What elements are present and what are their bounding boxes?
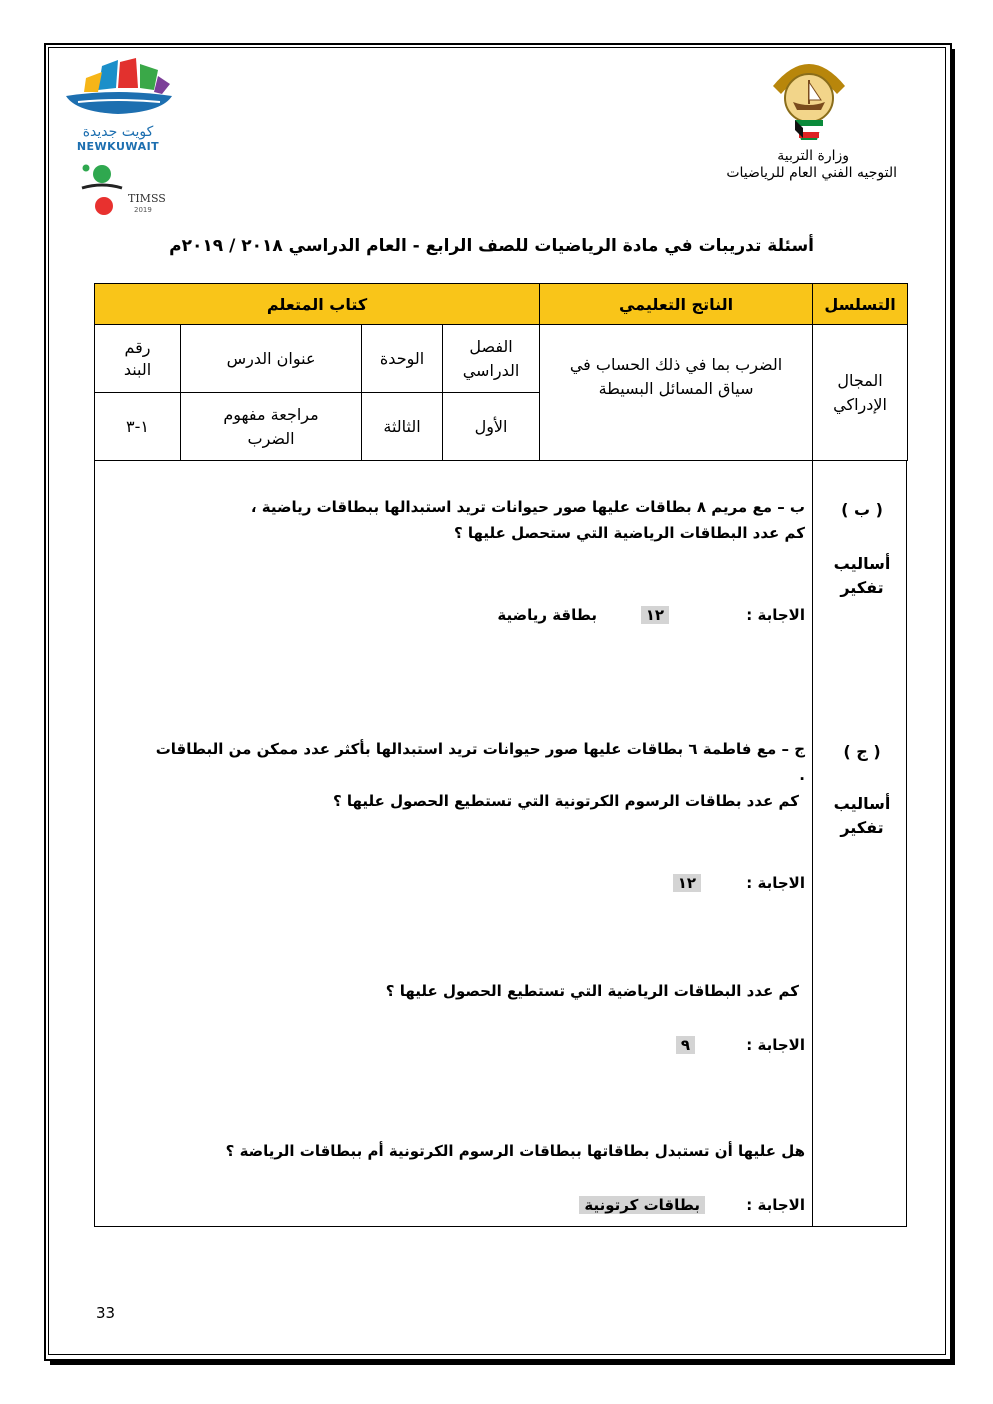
new-kuwait-ship-icon — [62, 58, 174, 120]
question-b-text-line1: ب – مع مريم ٨ بطاقات عليها صور حيوانات تريد استبدالها ببطاقات رياضية ، — [250, 498, 805, 516]
question-b-answer-value: ١٢ — [641, 604, 669, 626]
subheader-item: رقم البند — [95, 325, 181, 393]
kuwait-emblem — [767, 56, 851, 144]
question-c-text-line4: هل عليها أن تستبدل بطاقاتها ببطاقات الرسوم الكرتونية أم ببطاقات الرياضة ؟ — [225, 1142, 805, 1160]
new-kuwait-english-text: NEWKUWAIT — [76, 140, 160, 153]
subheader-semester: الفصل الدراسي — [443, 325, 540, 393]
ministry-name: وزارة التربية — [777, 148, 849, 164]
question-c-answer1-label: الاجابة : — [746, 874, 805, 892]
question-c-label: ( ج ) — [843, 742, 881, 761]
department-name: التوجيه الفني العام للرياضيات — [726, 165, 897, 181]
question-b-type: أساليب تفكير — [833, 554, 891, 597]
timss-figure-icon — [78, 160, 126, 218]
question-c-answer1-value: ١٢ — [673, 872, 701, 894]
question-b-answer-label: الاجابة : — [746, 606, 805, 624]
cell-outcome: الضرب بما في ذلك الحساب في سياق المسائل البسيطة — [540, 325, 813, 461]
question-b-label: ( ب ) — [841, 500, 883, 519]
cell-semester: الأول — [443, 393, 540, 461]
cell-lesson: مراجعة مفهوم الضرب — [181, 393, 362, 461]
cell-unit: الثالثة — [362, 393, 443, 461]
question-c-answer3-value: بطاقات كرتونية — [579, 1194, 705, 1216]
question-c-answer2-value: ٩ — [676, 1034, 695, 1056]
timss-year: 2019 — [134, 206, 152, 214]
page-title: أسئلة تدريبات في مادة الرياضيات للصف الرابع - العام الدراسي ٢٠١٨ / ٢٠١٩م — [169, 236, 814, 256]
question-c-answer2-label: الاجابة : — [746, 1036, 805, 1054]
question-c-text-line3: كم عدد البطاقات الرياضية التي تستطيع الحصول عليها ؟ — [385, 982, 799, 1000]
page-frame-shadow-right — [952, 49, 955, 1365]
info-table — [94, 283, 908, 461]
subheader-lesson: عنوان الدرس — [181, 325, 362, 393]
new-kuwait-arabic-text: كويت جديدة — [82, 124, 154, 140]
question-b-answer-unit: بطاقة رياضية — [497, 606, 597, 624]
question-c-type: أساليب تفكير — [833, 794, 891, 837]
header-sequence: التسلسل — [813, 284, 908, 325]
questions-box — [94, 461, 907, 1227]
question-b-text-line2: كم عدد البطاقات الرياضية التي ستحصل عليها ؟ — [453, 524, 805, 542]
header-book: كتاب المتعلم — [95, 284, 540, 325]
cell-domain: المجال الإدراكي — [813, 325, 908, 461]
page-frame-shadow-bottom — [50, 1361, 954, 1365]
question-c-answer3-label: الاجابة : — [746, 1196, 805, 1214]
timss-logo — [78, 160, 178, 220]
subheader-unit: الوحدة — [362, 325, 443, 393]
header-outcome: الناتج التعليمي — [540, 284, 813, 325]
timss-label: TIMSS — [128, 192, 166, 205]
cell-item: ١-٣ — [95, 393, 181, 461]
page-number: 33 — [96, 1304, 116, 1322]
ministry-header — [637, 148, 897, 182]
new-kuwait-logo — [62, 58, 174, 153]
kuwait-emblem-icon — [767, 56, 851, 144]
question-c-text-dot: . — [799, 766, 805, 784]
question-c-text-line1: ج – مع فاطمة ٦ بطاقات عليها صور حيوانات تريد استبدالها بأكثر عدد ممكن من البطاقات — [155, 740, 805, 758]
questions-column-divider — [812, 461, 813, 1227]
question-c-text-line2: كم عدد بطاقات الرسوم الكرتونية التي تستطيع الحصول عليها ؟ — [332, 792, 799, 810]
